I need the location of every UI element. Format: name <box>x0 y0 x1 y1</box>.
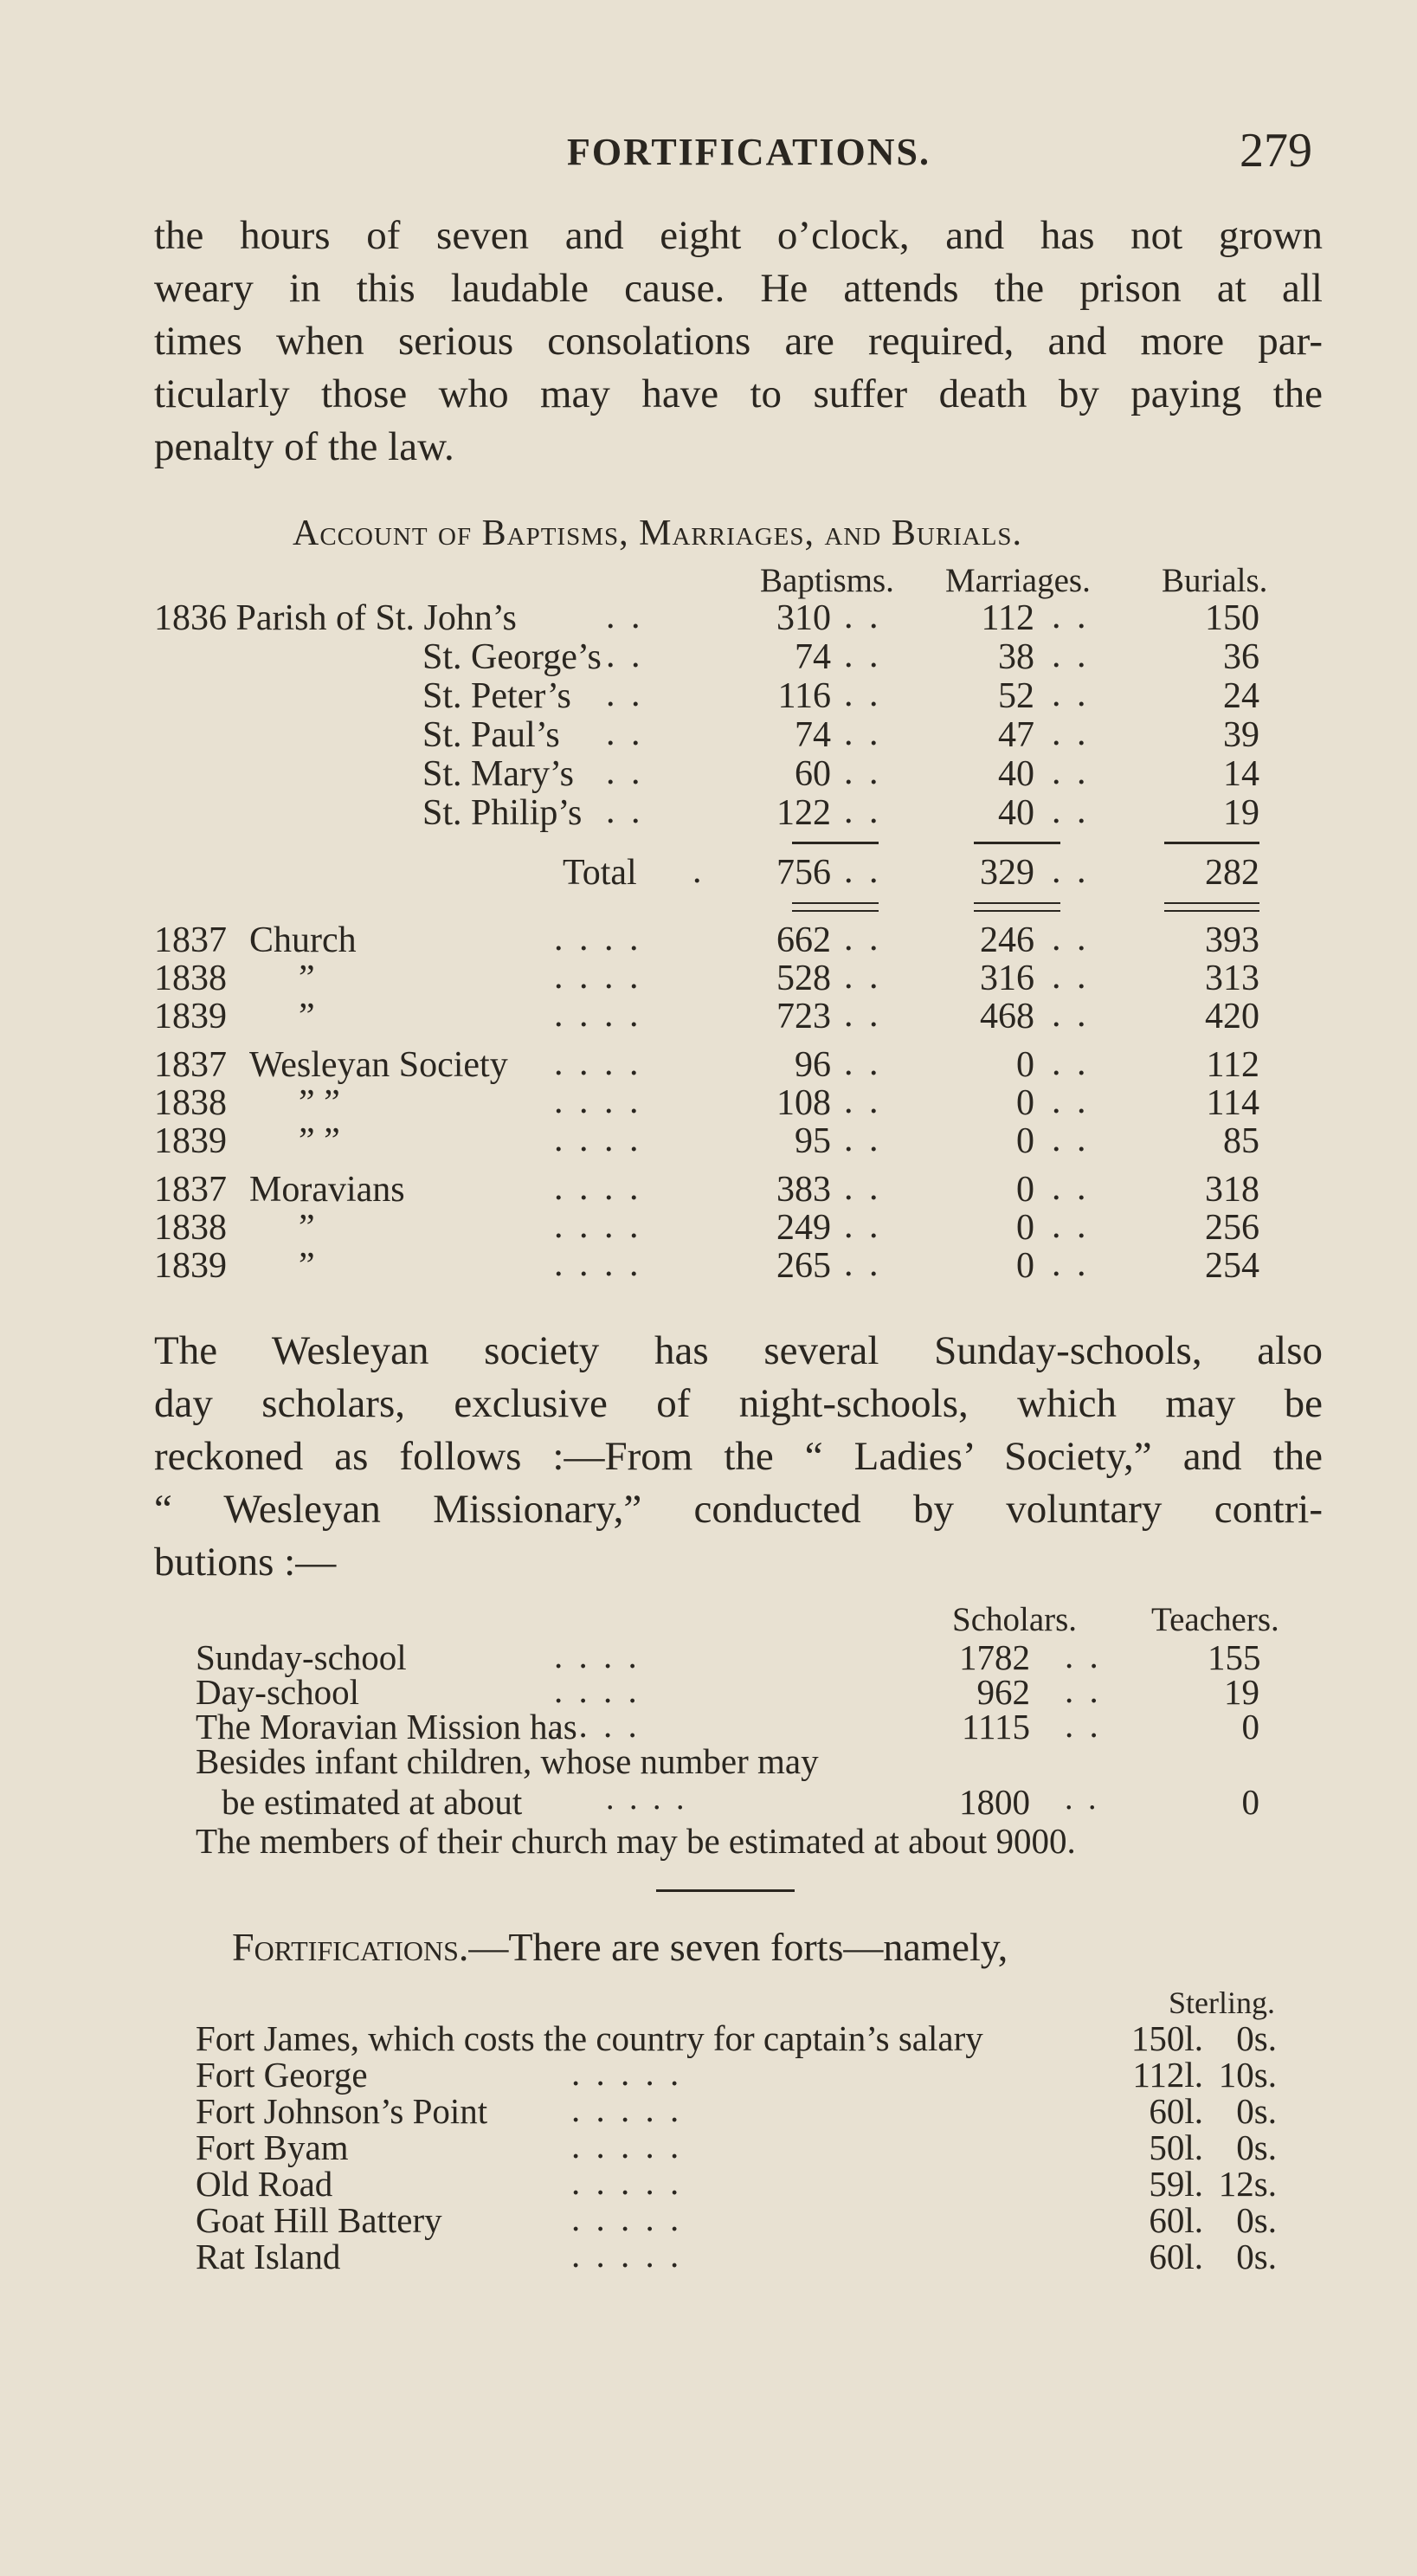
parish-label: St. Paul’s <box>422 715 560 755</box>
leader-dots: . . <box>1052 713 1090 753</box>
leader-dots: . . . . . <box>571 2126 683 2166</box>
baptisms-cell: 95 <box>795 1121 831 1161</box>
school-label: Sunday-school <box>196 1637 407 1677</box>
leader-dots: . . . . . <box>571 2089 683 2129</box>
total-label: Total <box>563 853 637 893</box>
leader-dots: . . <box>844 713 882 753</box>
school-label: The Moravian Mission has <box>196 1707 577 1746</box>
leader-dots: . . <box>1052 791 1090 831</box>
leader-dots: . . . . <box>554 995 642 1035</box>
text-line: the hours of seven and eight o’clock, and has not grown <box>154 213 1323 258</box>
leader-dots: . . <box>844 1244 882 1284</box>
year-cell: 1838 <box>154 1083 227 1123</box>
burials-cell: 313 <box>1205 959 1259 998</box>
leader-dots: . . . . <box>554 1120 642 1159</box>
sum-rule <box>792 842 879 844</box>
parish-label: St. Mary’s <box>422 754 575 794</box>
year-cell: 1838 <box>154 1208 227 1248</box>
leader-dots: . . <box>1052 919 1090 959</box>
total-double-rule <box>792 902 879 912</box>
leader-dots: . . <box>1065 1705 1102 1745</box>
burials-cell: 114 <box>1206 1083 1259 1123</box>
baptisms-cell: 60 <box>795 754 831 794</box>
year-cell: 1839 <box>154 1246 227 1286</box>
row-label: ” ” <box>299 1083 340 1123</box>
marriages-cell: 40 <box>998 793 1034 833</box>
text-line: weary in this laudable cause. He attends the prison at all <box>154 266 1323 311</box>
pounds-cell: 60l. <box>1149 2091 1203 2131</box>
baptisms-cell: 249 <box>776 1208 831 1248</box>
leader-dots: . . <box>1065 1780 1100 1817</box>
pounds-cell: 60l. <box>1149 2200 1203 2240</box>
leader-dots: . . <box>1052 1206 1090 1246</box>
text-line: penalty of the law. <box>154 424 454 469</box>
scholars-cell: 1782 <box>959 1637 1030 1677</box>
text-line: reckoned as follows :—From the “ Ladies’ Society,” and the <box>154 1434 1323 1479</box>
marriages-cell: 52 <box>998 676 1034 716</box>
burials-cell: 318 <box>1205 1170 1259 1210</box>
fortifications-intro-text: —There are seven forts—namely, <box>468 1925 1008 1969</box>
total-double-rule <box>1164 902 1259 912</box>
leader-dots: . . <box>844 919 882 959</box>
leader-dots: . . <box>1052 851 1090 891</box>
marriages-cell: 0 <box>1016 1170 1034 1210</box>
row-label: Moravians <box>249 1170 405 1210</box>
leader-dots: . . <box>844 752 882 792</box>
leader-dots: . . . . <box>554 919 642 959</box>
marriages-cell: 329 <box>980 853 1034 893</box>
wesleyan-paragraph <box>154 1325 1323 1589</box>
marriages-cell: 316 <box>980 959 1034 998</box>
besides-line-2: be estimated at about <box>222 1782 523 1822</box>
marriages-cell: 0 <box>1016 1045 1034 1085</box>
row-label: ” ” <box>299 1121 340 1161</box>
leader-dots: . . <box>844 1168 882 1208</box>
leader-dots: . . <box>844 851 882 891</box>
column-header-baptisms: Baptisms. <box>760 562 894 599</box>
parish-label: 1836 Parish of St. John’s <box>154 598 517 638</box>
page-number: 279 <box>1240 124 1312 178</box>
account-table-heading: Account of Baptisms, Marriages, and Burials. <box>293 513 1023 553</box>
leader-dots: . . . . <box>554 1206 642 1246</box>
year-cell: 1838 <box>154 959 227 998</box>
row-label: ” <box>299 1246 315 1286</box>
leader-dots: . . <box>1052 1043 1090 1083</box>
baptisms-cell: 310 <box>776 598 831 638</box>
baptisms-cell: 662 <box>776 920 831 960</box>
text-line: butions :— <box>154 1540 337 1585</box>
burials-cell: 393 <box>1205 920 1259 960</box>
besides-scholars: 1800 <box>959 1782 1030 1822</box>
leader-dots: . . . . <box>554 1705 641 1745</box>
leader-dots: . . <box>1052 1081 1090 1121</box>
leader-dots: . . <box>1052 675 1090 714</box>
leader-dots: . . <box>606 752 644 792</box>
fort-label: Rat Island <box>196 2237 341 2276</box>
burials-cell: 420 <box>1205 997 1259 1036</box>
fort-label: Fort George <box>196 2055 368 2095</box>
leader-dots: . . <box>844 636 882 675</box>
column-header-sterling: Sterling. <box>1169 1985 1275 2020</box>
marriages-cell: 246 <box>980 920 1034 960</box>
leader-dots: . . . . <box>606 1780 688 1817</box>
leader-dots: . . <box>844 957 882 997</box>
leader-dots: . . <box>1052 597 1090 636</box>
burials-cell: 282 <box>1205 853 1259 893</box>
leader-dots: . . <box>844 1043 882 1083</box>
year-cell: 1837 <box>154 920 227 960</box>
leader-dots: . . <box>606 713 644 753</box>
leader-dots: . . . . <box>554 1636 641 1675</box>
pounds-cell: 59l. <box>1149 2164 1203 2204</box>
column-header-marriages: Marriages. <box>945 562 1091 599</box>
marriages-cell: 0 <box>1016 1083 1034 1123</box>
marriages-cell: 468 <box>980 997 1034 1036</box>
burials-cell: 85 <box>1223 1121 1259 1161</box>
text-line: day scholars, exclusive of night-schools, which may be <box>154 1381 1323 1426</box>
column-header-teachers: Teachers. <box>1151 1601 1279 1638</box>
pounds-cell: 150l. <box>1130 2018 1203 2058</box>
leader-dots: . . . . <box>554 957 642 997</box>
scholars-cell: 1115 <box>962 1707 1030 1746</box>
leader-dots: . . <box>1052 752 1090 792</box>
burials-cell: 19 <box>1223 793 1259 833</box>
row-label: Church <box>249 920 357 960</box>
sum-rule <box>974 842 1060 844</box>
leader-dots: . . <box>1052 1120 1090 1159</box>
shillings-cell: 0s. <box>1236 2200 1277 2240</box>
shillings-cell: 0s. <box>1236 2127 1277 2167</box>
burials-cell: 150 <box>1205 598 1259 638</box>
parish-label: St. Philip’s <box>422 793 583 833</box>
burials-cell: 24 <box>1223 676 1259 716</box>
fortifications-intro <box>232 1924 1008 1970</box>
fort-label: Fort James, which costs the country for captain’s salary <box>196 2018 983 2058</box>
leader-dots: . . . . <box>554 1244 642 1284</box>
leader-dots: . . <box>1065 1670 1102 1710</box>
year-cell: 1839 <box>154 997 227 1036</box>
leader-dots: . . <box>1052 1168 1090 1208</box>
burials-cell: 14 <box>1223 754 1259 794</box>
row-label: ” <box>299 959 315 998</box>
fort-label: Fort Byam <box>196 2127 349 2167</box>
leader-dots: . . . . . <box>571 2162 683 2202</box>
fort-label: Goat Hill Battery <box>196 2200 442 2240</box>
baptisms-cell: 74 <box>795 715 831 755</box>
leader-dots: . . . . <box>554 1670 641 1710</box>
leader-dots: . . . . <box>554 1081 642 1121</box>
leader-dots: . . <box>1065 1636 1102 1675</box>
row-label: ” <box>299 1208 315 1248</box>
text-line: times when serious consolations are required, and more par- <box>154 319 1323 364</box>
besides-line-1: Besides infant children, whose number may <box>196 1741 819 1781</box>
leader-dots: . . <box>606 791 644 831</box>
marriages-cell: 112 <box>981 598 1034 638</box>
column-header-scholars: Scholars. <box>952 1601 1078 1638</box>
leader-dots: . . <box>844 675 882 714</box>
leader-dots: . . <box>606 675 644 714</box>
text-line: ticularly those who may have to suffer death by paying the <box>154 371 1323 416</box>
shillings-cell: 12s. <box>1218 2164 1277 2204</box>
baptisms-cell: 528 <box>776 959 831 998</box>
column-header-burials: Burials. <box>1162 562 1268 599</box>
text-line: The Wesleyan society has several Sunday-schools, also <box>154 1328 1323 1373</box>
section-divider <box>656 1889 795 1892</box>
school-label: Day-school <box>196 1672 360 1712</box>
baptisms-cell: 383 <box>776 1170 831 1210</box>
teachers-cell: 0 <box>1241 1707 1259 1746</box>
leader-dots: . . . . . <box>571 2053 683 2093</box>
burials-cell: 256 <box>1205 1208 1259 1248</box>
parish-label: St. George’s <box>422 637 602 677</box>
baptisms-cell: 108 <box>776 1083 831 1123</box>
leader-dots: . . <box>606 597 644 636</box>
text-line: “ Wesleyan Missionary,” conducted by voluntary contri- <box>154 1487 1323 1532</box>
pounds-cell: 112l. <box>1132 2055 1203 2095</box>
pounds-cell: 60l. <box>1149 2237 1203 2276</box>
baptisms-cell: 74 <box>795 637 831 677</box>
leader-dots: . . <box>606 636 644 675</box>
opening-paragraph <box>154 210 1323 474</box>
leader-dots: . . . . <box>554 1168 642 1208</box>
members-line: The members of their church may be estimated at about 9000. <box>196 1821 1076 1861</box>
scholars-cell: 962 <box>976 1672 1030 1712</box>
burials-cell: 254 <box>1205 1246 1259 1286</box>
leader-dots: . . <box>1052 957 1090 997</box>
fort-label: Fort Johnson’s Point <box>196 2091 488 2131</box>
running-header: FORTIFICATIONS. <box>567 131 931 173</box>
baptisms-cell: 265 <box>776 1246 831 1286</box>
parish-label: St. Peter’s <box>422 676 571 716</box>
fortifications-heading: Fortifications. <box>232 1925 469 1969</box>
leader-dots: . . <box>844 1120 882 1159</box>
shillings-cell: 0s. <box>1236 2018 1277 2058</box>
marriages-cell: 40 <box>998 754 1034 794</box>
marriages-cell: 0 <box>1016 1121 1034 1161</box>
burials-cell: 39 <box>1223 715 1259 755</box>
leader-dots: . . <box>844 995 882 1035</box>
leader-dots: . . <box>844 1206 882 1246</box>
marriages-cell: 47 <box>998 715 1034 755</box>
burials-cell: 112 <box>1206 1045 1259 1085</box>
year-cell: 1839 <box>154 1121 227 1161</box>
besides-teachers: 0 <box>1241 1782 1259 1822</box>
leader-dots: . . <box>844 597 882 636</box>
year-cell: 1837 <box>154 1045 227 1085</box>
baptisms-cell: 122 <box>776 793 831 833</box>
leader-dots: . . <box>844 791 882 831</box>
marriages-cell: 0 <box>1016 1246 1034 1286</box>
fort-label: Old Road <box>196 2164 333 2204</box>
leader-dots: . . . . . <box>571 2198 683 2238</box>
shillings-cell: 0s. <box>1236 2091 1277 2131</box>
year-cell: 1837 <box>154 1170 227 1210</box>
leader-dots: . <box>692 851 705 891</box>
shillings-cell: 10s. <box>1218 2055 1277 2095</box>
sum-rule <box>1164 842 1259 844</box>
marriages-cell: 0 <box>1016 1208 1034 1248</box>
teachers-cell: 155 <box>1208 1637 1261 1677</box>
baptisms-cell: 96 <box>795 1045 831 1085</box>
pounds-cell: 50l. <box>1149 2127 1203 2167</box>
teachers-cell: 19 <box>1224 1672 1259 1712</box>
shillings-cell: 0s. <box>1236 2237 1277 2276</box>
total-double-rule <box>974 902 1060 912</box>
baptisms-cell: 723 <box>776 997 831 1036</box>
baptisms-cell: 116 <box>777 676 831 716</box>
leader-dots: . . <box>844 1081 882 1121</box>
leader-dots: . . <box>1052 636 1090 675</box>
leader-dots: . . . . <box>554 1043 642 1083</box>
leader-dots: . . . . . <box>571 2235 683 2275</box>
leader-dots: . . <box>1052 1244 1090 1284</box>
marriages-cell: 38 <box>998 637 1034 677</box>
row-label: Wesleyan Society <box>249 1045 508 1085</box>
row-label: ” <box>299 997 315 1036</box>
baptisms-cell: 756 <box>776 853 831 893</box>
leader-dots: . . <box>1052 995 1090 1035</box>
burials-cell: 36 <box>1223 637 1259 677</box>
